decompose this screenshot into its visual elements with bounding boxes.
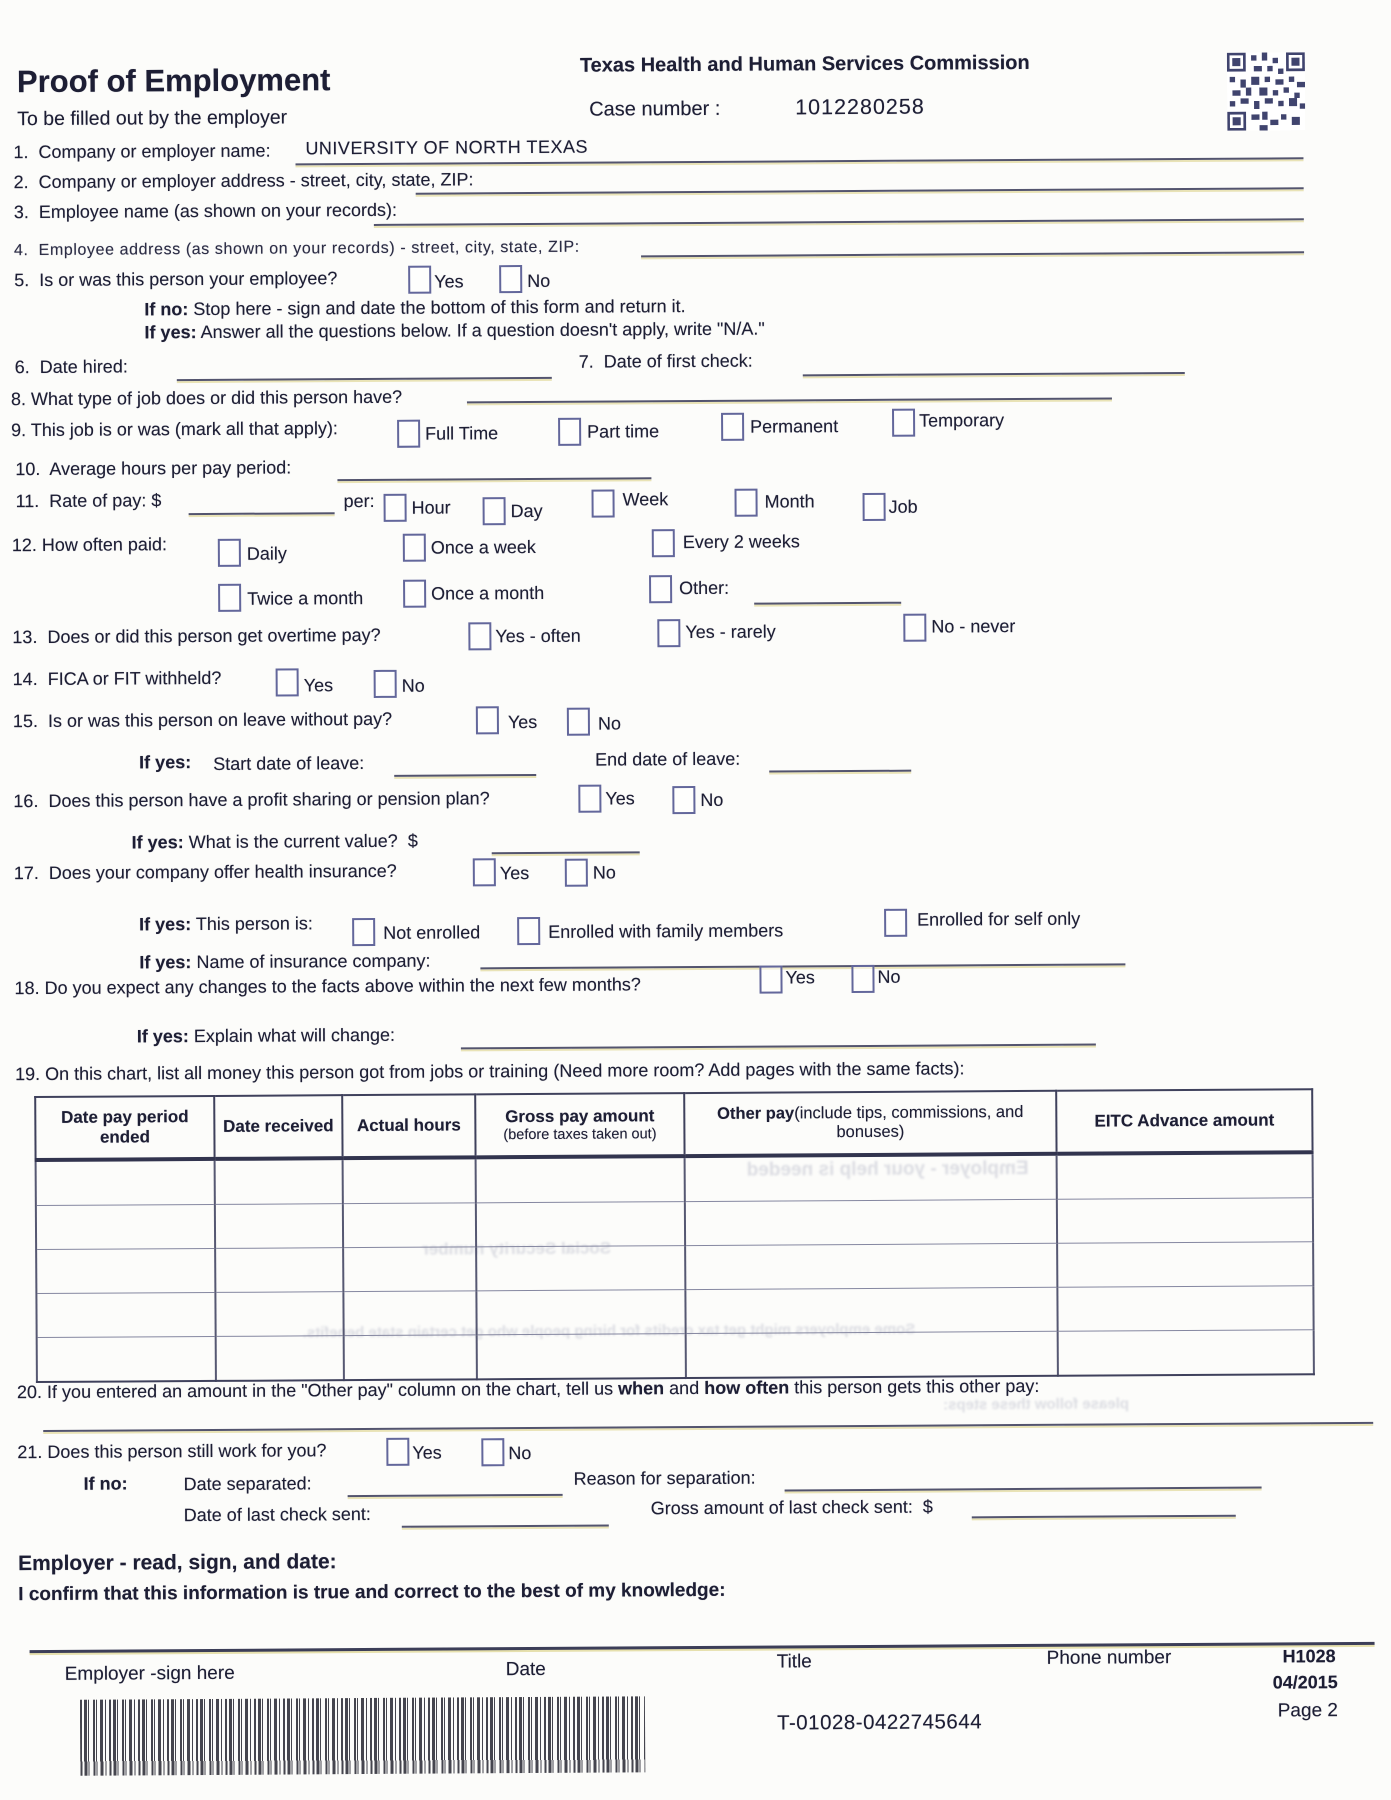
q15-yes-label: Yes <box>507 711 538 733</box>
table-cell[interactable] <box>476 1202 685 1247</box>
q11-hour-label: Hour <box>411 497 451 518</box>
case-number-label: Case number : <box>589 97 721 121</box>
table-cell[interactable] <box>343 1203 476 1248</box>
table-row <box>36 1152 1313 1205</box>
form-revision-date: 04/2015 <box>1272 1672 1338 1693</box>
q8-answer-line[interactable] <box>467 397 1112 403</box>
q13-yes-often-checkbox[interactable] <box>468 622 491 650</box>
question-4-label: 4. Employee address (as shown on your records) - street, city, state, ZIP: <box>13 238 580 260</box>
if-yes-text: Answer all the questions below. If a question doesn't apply, write "N/A." <box>200 318 765 343</box>
employer-sign-here-label: Employer -sign here <box>64 1662 235 1685</box>
q13-no-never-label: No - never <box>931 616 1016 637</box>
table-cell[interactable] <box>36 1159 215 1206</box>
question-7-label: 7. Date of first check: <box>578 350 753 372</box>
bleed-through-text: please follow these steps: <box>943 1395 1130 1414</box>
question-17-label: 17. Does your company offer health insurance? <box>13 860 397 884</box>
bleed-through-text: Social Security number <box>422 1238 612 1259</box>
q21-last-check-label: Date of last check sent: <box>183 1503 371 1526</box>
q13-yes-rarely-label: Yes - rarely <box>685 621 776 643</box>
q18-explain-line[interactable] <box>461 1044 1096 1050</box>
q15-start-date-line[interactable] <box>394 774 536 777</box>
q20-mid: and <box>664 1377 705 1399</box>
q11-month-checkbox[interactable] <box>734 489 757 517</box>
col-actual-hours: Actual hours <box>342 1094 475 1158</box>
q11-rate-line[interactable] <box>189 512 335 515</box>
q11-job-label: Job <box>888 496 918 517</box>
q9-permanent-checkbox[interactable] <box>721 413 744 441</box>
phone-number-label: Phone number <box>1046 1647 1172 1669</box>
q11-job-checkbox[interactable] <box>863 493 886 521</box>
table-cell[interactable] <box>476 1246 685 1291</box>
question-18-label: 18. Do you expect any changes to the facts above within the next few months? <box>14 974 641 999</box>
question-19-label: 19. On this chart, list all money this person got from jobs or training (Need more room? Add pages with the same facts): <box>14 1058 965 1085</box>
q18-explain-label: Explain what will change: <box>193 1024 396 1047</box>
question-13-label: 13. Does or did this person get overtime pay? <box>12 624 381 648</box>
q18-explain-prefix: If yes: <box>136 1026 189 1047</box>
q21-no-label: No <box>508 1443 532 1464</box>
q14-no-checkbox[interactable] <box>374 670 397 698</box>
q12-once-a-month-label: Once a month <box>431 582 545 604</box>
q12-other-checkbox[interactable] <box>649 575 672 603</box>
q14-yes-checkbox[interactable] <box>276 668 299 696</box>
q18-no-label: No <box>877 966 901 987</box>
if-no-text: Stop here - sign and date the bottom of this form and return it. <box>193 296 686 320</box>
q15-yes-checkbox[interactable] <box>476 706 499 734</box>
q17-enrolled-family-checkbox[interactable] <box>517 917 540 945</box>
question-14-label: 14. FICA or FIT withheld? <box>12 667 222 690</box>
q20-answer-line[interactable] <box>43 1422 1373 1432</box>
q1-answer-line[interactable] <box>295 157 1303 165</box>
table-cell[interactable] <box>476 1156 685 1203</box>
question-3-label: 3. Employee name (as shown on your records): <box>13 199 398 223</box>
q7-answer-line[interactable] <box>803 372 1185 376</box>
question-10-label: 10. Average hours per pay period: <box>15 457 292 480</box>
q21-gross-line[interactable] <box>972 1515 1236 1519</box>
q16-no-label: No <box>700 789 724 810</box>
col-gross-pay-sub: (before taxes taken out) <box>503 1126 657 1144</box>
question-12-label: 12. How often paid: <box>11 534 167 556</box>
question-6-label: 6. Date hired: <box>14 356 128 378</box>
q13-yes-often-label: Yes - often <box>495 625 581 647</box>
q17-not-enrolled-label: Not enrolled <box>383 922 481 943</box>
q13-yes-rarely-checkbox[interactable] <box>657 619 680 647</box>
table-cell[interactable] <box>1057 1152 1313 1199</box>
q15-start-date-label: Start date of leave: <box>213 753 365 774</box>
question-8-label: 8. What type of job does or did this person have? <box>10 386 403 410</box>
q5-if-yes-instruction <box>144 319 764 343</box>
q20-when: when <box>618 1378 665 1399</box>
q16-if-yes-value <box>132 831 418 853</box>
q21-yes-checkbox[interactable] <box>386 1438 409 1466</box>
table-header-row <box>35 1089 1312 1160</box>
table-row <box>37 1330 1314 1382</box>
col-date-pay-period-ended: Date pay period ended <box>35 1096 214 1160</box>
table-cell[interactable] <box>215 1158 343 1204</box>
employer-sign-heading: Employer - read, sign, and date: <box>17 1550 337 1576</box>
table-cell[interactable] <box>216 1336 344 1381</box>
table-cell[interactable] <box>476 1290 685 1335</box>
question-9-label: 9. This job is or was (mark all that apply): <box>11 418 338 441</box>
q17-yes-checkbox[interactable] <box>473 858 496 886</box>
q18-no-checkbox[interactable] <box>851 965 874 993</box>
date-signature-label: Date <box>505 1658 546 1681</box>
table-cell[interactable] <box>1057 1286 1313 1332</box>
q15-no-checkbox[interactable] <box>567 708 590 736</box>
col-gross-pay <box>475 1093 684 1157</box>
q5-yes-label: Yes <box>434 271 464 292</box>
table-row <box>36 1242 1313 1294</box>
qr-code-icon <box>1227 52 1305 130</box>
q9-temporary-checkbox[interactable] <box>892 409 915 437</box>
q16-no-checkbox[interactable] <box>672 786 695 814</box>
q5-if-no-instruction <box>144 296 685 320</box>
page-number: Page 2 <box>1277 1700 1339 1722</box>
q12-other-line[interactable] <box>754 602 901 605</box>
q17-person-prefix: If yes: <box>139 914 192 935</box>
q9-full-time-label: Full Time <box>425 423 499 444</box>
q9-part-time-label: Part time <box>587 421 660 442</box>
question-1-value: UNIVERSITY OF NORTH TEXAS <box>305 136 589 159</box>
col-gross-pay-main: Gross pay amount <box>505 1106 655 1127</box>
bleed-through-text: Some employers might get tax credits for hiring people who get certain state benefits. <box>302 1320 916 1342</box>
q21-date-separated-label: Date separated: <box>183 1473 312 1495</box>
table-cell[interactable] <box>343 1157 476 1203</box>
question-1-label: 1. Company or employer name: <box>13 140 271 163</box>
table-cell[interactable] <box>1057 1198 1313 1244</box>
document-tracking-code: T-01028-0422745644 <box>776 1710 983 1735</box>
q9-part-time-checkbox[interactable] <box>558 418 581 446</box>
q11-day-checkbox[interactable] <box>483 497 506 525</box>
table-cell[interactable] <box>1057 1242 1313 1288</box>
table-cell[interactable] <box>686 1331 1058 1378</box>
if-yes-prefix: If yes: <box>144 322 197 343</box>
q12-every-2-weeks-label: Every 2 weeks <box>682 531 800 553</box>
q14-no-label: No <box>401 675 425 696</box>
confirmation-statement: I confirm that this information is true and correct to the best of my knowledge: <box>18 1579 726 1606</box>
q15-no-label: No <box>597 713 621 734</box>
q15-end-date-line[interactable] <box>769 770 911 773</box>
q11-hour-checkbox[interactable] <box>384 494 407 522</box>
table-cell[interactable] <box>685 1199 1057 1245</box>
q20-how-often: how often <box>704 1377 790 1398</box>
q16-yes-label: Yes <box>605 788 635 809</box>
q17-no-label: No <box>592 862 616 883</box>
q20-part2: this person gets this other pay: <box>789 1375 1040 1398</box>
q17-yes-label: Yes <box>499 863 530 884</box>
table-cell[interactable] <box>37 1336 216 1382</box>
q9-permanent-label: Permanent <box>750 416 839 437</box>
q11-per-label: per: <box>343 490 375 512</box>
form-number: H1028 <box>1282 1646 1336 1667</box>
q11-day-label: Day <box>510 500 543 522</box>
q17-enrolled-self-label: Enrolled for self only <box>917 908 1081 930</box>
col-other-pay <box>684 1091 1056 1156</box>
q18-explain <box>137 1025 395 1047</box>
q17-not-enrolled-checkbox[interactable] <box>352 918 375 946</box>
table-cell[interactable] <box>343 1247 476 1292</box>
q12-once-a-month-checkbox[interactable] <box>403 580 426 608</box>
q17-person-is <box>139 913 313 935</box>
agency-name: Texas Health and Human Services Commission <box>579 51 1030 77</box>
q16-value-line[interactable] <box>492 851 640 854</box>
table-cell[interactable] <box>343 1291 476 1336</box>
q21-yes-label: Yes <box>412 1442 442 1463</box>
q16-yes-checkbox[interactable] <box>578 785 601 813</box>
q11-month-label: Month <box>764 491 815 512</box>
q12-once-a-week-checkbox[interactable] <box>403 534 426 562</box>
q12-other-label: Other: <box>679 577 730 599</box>
q17-insurance-company <box>139 951 430 973</box>
if-no-prefix: If no: <box>144 299 189 320</box>
table-cell[interactable] <box>215 1248 343 1293</box>
q17-no-checkbox[interactable] <box>565 859 588 887</box>
q16-if-yes-prefix: If yes: <box>131 832 184 853</box>
q12-twice-a-month-label: Twice a month <box>247 588 364 609</box>
q13-no-never-checkbox[interactable] <box>903 614 926 642</box>
q21-if-no-prefix: If no: <box>83 1473 128 1494</box>
table-cell[interactable] <box>36 1248 215 1293</box>
col-date-received: Date received <box>214 1095 342 1159</box>
q6-answer-line[interactable] <box>177 377 552 381</box>
page-subtitle: To be filled out by the employer <box>17 106 288 131</box>
table-cell[interactable] <box>215 1292 343 1337</box>
col-eitc-advance: EITC Advance amount <box>1056 1089 1312 1154</box>
q5-yes-checkbox[interactable] <box>408 266 431 294</box>
table-cell[interactable] <box>344 1335 477 1380</box>
q21-last-check-line[interactable] <box>402 1525 609 1528</box>
q9-temporary-label: Temporary <box>919 410 1005 431</box>
q3-answer-line[interactable] <box>374 218 1304 226</box>
table-row <box>36 1198 1313 1250</box>
table-cell[interactable] <box>36 1204 215 1249</box>
table-row <box>36 1286 1313 1338</box>
col-other-pay-rest: (include tips, commissions, and bonuses) <box>794 1103 1024 1142</box>
question-15-label: 15. Is or was this person on leave without pay? <box>12 708 393 732</box>
table-cell[interactable] <box>477 1334 686 1380</box>
table-cell[interactable] <box>685 1154 1057 1202</box>
q11-week-label: Week <box>622 489 669 510</box>
q18-yes-checkbox[interactable] <box>759 965 782 993</box>
question-2-label: 2. Company or employer address - street, city, state, ZIP: <box>13 169 474 193</box>
q11-week-checkbox[interactable] <box>591 489 614 517</box>
pay-history-table <box>34 1088 1315 1383</box>
question-5-label: 5. Is or was this person your employee? <box>14 268 338 291</box>
q18-yes-label: Yes <box>785 967 815 988</box>
table-cell[interactable] <box>36 1292 215 1337</box>
q21-gross-label: Gross amount of last check sent: $ <box>650 1496 933 1519</box>
q21-reason-label: Reason for separation: <box>573 1467 756 1489</box>
q17-enrolled-family-label: Enrolled with family members <box>548 920 784 942</box>
q2-answer-line[interactable] <box>416 187 1304 194</box>
q15-end-date-label: End date of leave: <box>595 748 741 770</box>
q5-no-label: No <box>527 270 551 292</box>
table-cell[interactable] <box>685 1243 1057 1289</box>
q5-no-checkbox[interactable] <box>499 265 522 293</box>
footer-divider <box>30 1642 1375 1653</box>
page-title: Proof of Employment <box>16 62 331 100</box>
q20-part1: 20. If you entered an amount in the "Other pay" column on the chart, tell us <box>16 1378 619 1403</box>
q17-enrolled-self-checkbox[interactable] <box>884 909 907 937</box>
q10-answer-line[interactable] <box>337 477 651 481</box>
q12-twice-a-month-checkbox[interactable] <box>218 584 241 612</box>
question-11-label: 11. Rate of pay: $ <box>15 490 162 512</box>
q21-reason-line[interactable] <box>785 1487 1262 1492</box>
q16-value-label: What is the current value? $ <box>188 830 418 853</box>
question-16-label: 16. Does this person have a profit sharing or pension plan? <box>13 788 490 812</box>
title-signature-label: Title <box>776 1651 812 1673</box>
table-cell[interactable] <box>215 1204 343 1249</box>
q17-company-prefix: If yes: <box>139 952 192 973</box>
q4-answer-line[interactable] <box>641 251 1304 257</box>
barcode <box>80 1696 645 1775</box>
col-other-pay-bold: Other pay <box>717 1104 795 1123</box>
q15-if-yes-prefix: If yes: <box>139 752 192 773</box>
table-cell[interactable] <box>1058 1330 1314 1376</box>
q14-yes-label: Yes <box>303 675 334 696</box>
question-21-label: 21. Does this person still work for you? <box>17 1440 327 1463</box>
q17-company-label: Name of insurance company: <box>196 950 431 973</box>
case-number-value: 1012280258 <box>795 94 925 120</box>
table-cell[interactable] <box>685 1287 1057 1333</box>
q17-person-label: This person is: <box>195 913 313 935</box>
q12-once-a-week-label: Once a week <box>430 536 536 558</box>
q12-every-2-weeks-checkbox[interactable] <box>652 529 675 557</box>
q21-no-checkbox[interactable] <box>481 1438 504 1466</box>
q12-daily-checkbox[interactable] <box>218 539 241 567</box>
q12-daily-label: Daily <box>246 543 287 564</box>
bleed-through-text: Employer - your help is needed <box>746 1157 1029 1181</box>
q9-full-time-checkbox[interactable] <box>397 420 420 448</box>
q21-date-separated-line[interactable] <box>348 1494 563 1497</box>
